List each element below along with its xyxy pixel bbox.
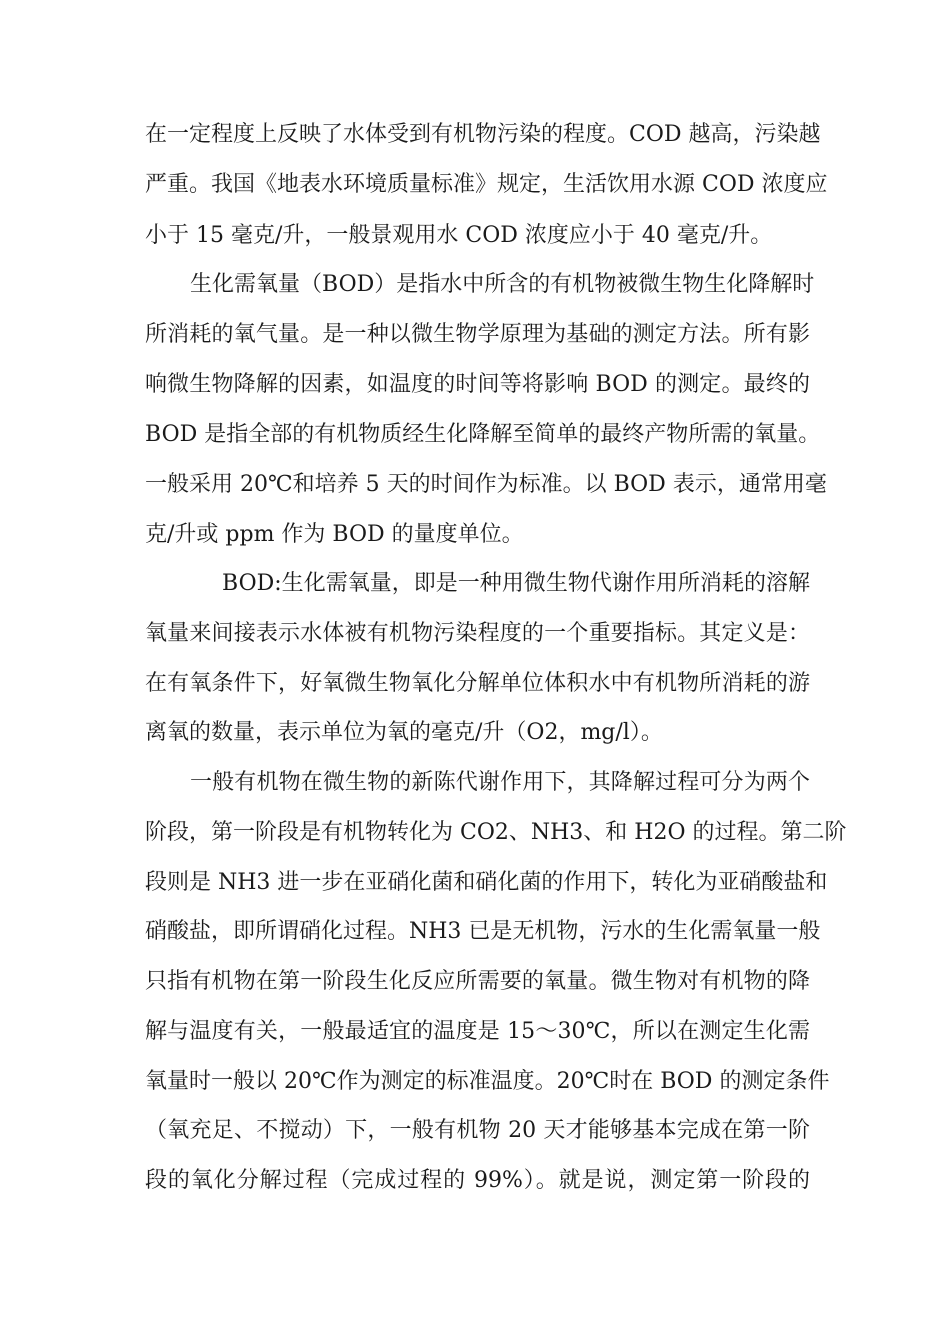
text-line: 一般采用 20℃和培养 5 天的时间作为标准。以 BOD 表示，通常用毫	[145, 472, 827, 497]
text-line: 小于 15 毫克/升，一般景观用水 COD 浓度应小于 40 毫克/升。	[145, 223, 773, 248]
paragraph-first-line: 生化需氧量（BOD）是指水中所含的有机物被微生物生化降解时	[190, 272, 815, 297]
text-line: 所消耗的氧气量。是一种以微生物学原理为基础的测定方法。所有影	[145, 322, 810, 347]
text-line: 段的氧化分解过程（完成过程的 99%）。就是说，测定第一阶段的	[145, 1168, 810, 1193]
text-line: 阶段，第一阶段是有机物转化为 CO2、NH3、和 H2O 的过程。第二阶	[145, 820, 847, 845]
text-line: 只指有机物在第一阶段生化反应所需要的氧量。微生物对有机物的降	[145, 969, 810, 994]
text-line: 解与温度有关，一般最适宜的温度是 15～30℃，所以在测定生化需	[145, 1019, 810, 1044]
text-line: 氧量来间接表示水体被有机物污染程度的一个重要指标。其定义是：	[145, 621, 810, 646]
text-line: 在有氧条件下，好氧微生物氧化分解单位体积水中有机物所消耗的游	[145, 671, 810, 696]
text-line: 克/升或 ppm 作为 BOD 的量度单位。	[145, 522, 524, 547]
text-line: 严重。我国《地表水环境质量标准》规定，生活饮用水源 COD 浓度应	[145, 172, 828, 197]
text-line: BOD 是指全部的有机物质经生化降解至简单的最终产物所需的氧量。	[145, 422, 821, 447]
text-line: 段则是 NH3 进一步在亚硝化菌和硝化菌的作用下，转化为亚硝酸盐和	[145, 870, 828, 895]
text-line: 在一定程度上反映了水体受到有机物污染的程度。COD 越高，污染越	[145, 122, 821, 147]
paragraph-first-line: 一般有机物在微生物的新陈代谢作用下，其降解过程可分为两个	[190, 770, 810, 795]
paragraph-first-line: BOD:生化需氧量，即是一种用微生物代谢作用所消耗的溶解	[222, 571, 810, 596]
text-line: 氧量时一般以 20℃作为测定的标准温度。20℃时在 BOD 的测定条件	[145, 1069, 830, 1094]
text-line: 离氧的数量，表示单位为氧的毫克/升（O2，mg/l）。	[145, 720, 663, 745]
text-line: （氧充足、不搅动）下，一般有机物 20 天才能够基本完成在第一阶	[145, 1118, 810, 1143]
text-line: 硝酸盐，即所谓硝化过程。NH3 已是无机物，污水的生化需氧量一般	[145, 919, 821, 944]
text-line: 响微生物降解的因素，如温度的时间等将影响 BOD 的测定。最终的	[145, 372, 810, 397]
